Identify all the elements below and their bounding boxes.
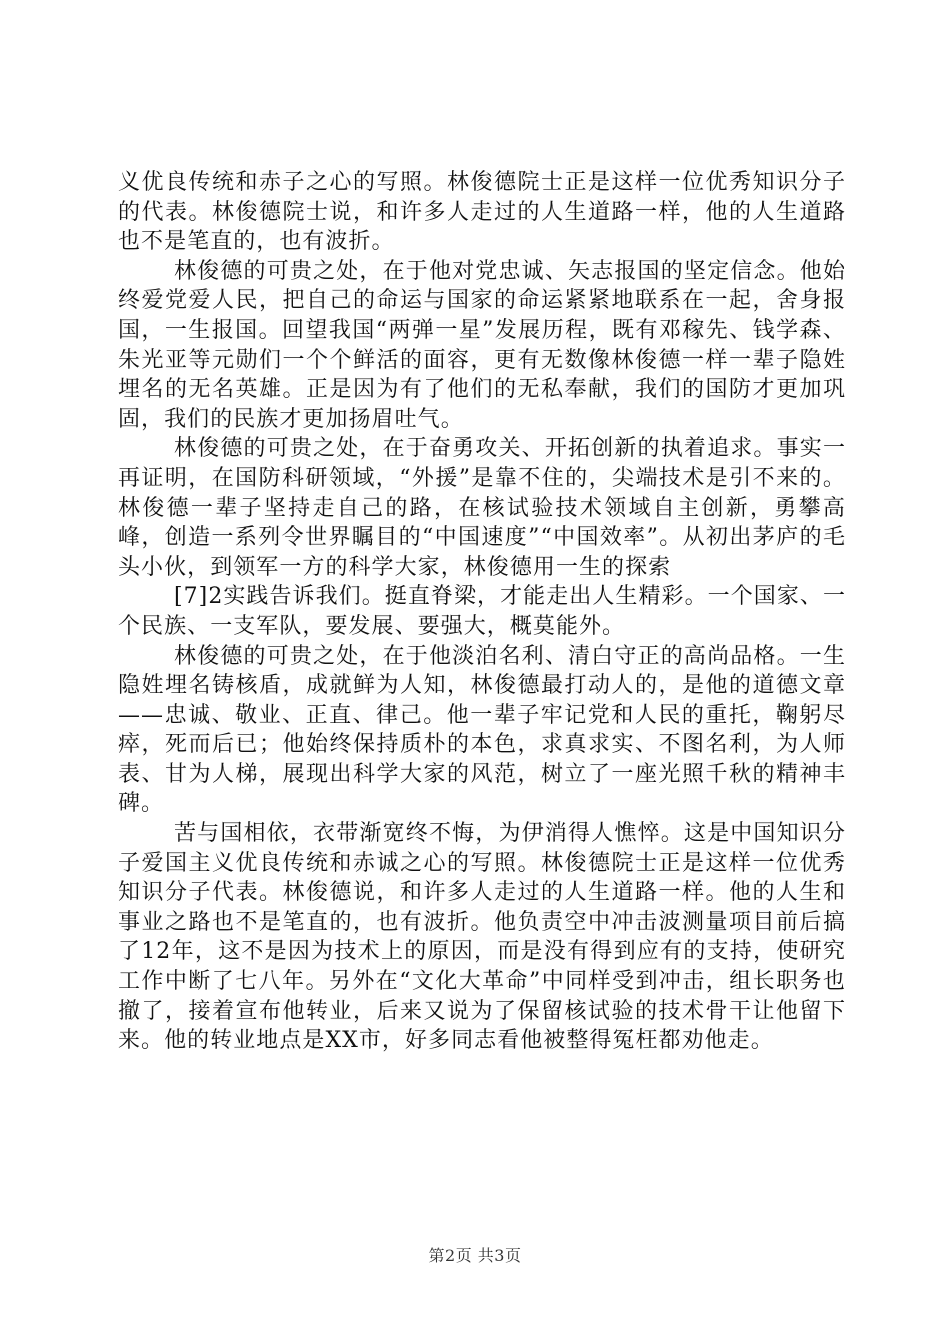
paragraph: 林俊德的可贵之处，在于奋勇攻关、开拓创新的执着追求。事实一再证明，在国防科研领域，“外援”是靠不住的，尖端技术是引不来的。林俊德一辈子坚持走自己的路，在核试验技术领域自主创新，勇攀高峰，创造一系列令世界瞩目的“中国速度”“中国效率”。从初出茅庐的毛头小伙，到领军一方的科学大家，林俊德用一生的探索 xyxy=(118,436,846,580)
paragraph: 义优良传统和赤子之心的写照。林俊德院士正是这样一位优秀知识分子的代表。林俊德院士说，和许多人走过的人生道路一样，他的人生道路也不是笔直的，也有波折。 xyxy=(118,170,846,255)
page-footer: 第2页 共3页 xyxy=(428,1246,522,1265)
paragraph: 林俊德的可贵之处，在于他对党忠诚、矢志报国的坚定信念。他始终爱党爱人民，把自己的命运与国家的命运紧紧地联系在一起，舍身报国，一生报国。回望我国“两弹一星”发展历程，既有邓稼先、钱学森、朱光亚等元勋们一个个鲜活的面容，更有无数像林俊德一样一辈子隐姓埋名的无名英雄。正是因为有了他们的无私奉献，我们的国防才更加巩固，我们的民族才更加扬眉吐气。 xyxy=(118,258,846,432)
paragraph: 林俊德的可贵之处，在于他淡泊名利、清白守正的高尚品格。一生隐姓埋名铸核盾，成就鲜为人知，林俊德最打动人的，是他的道德文章——忠诚、敬业、正直、律己。他一辈子牢记党和人民的重托，鞠躬尽瘁，死而后已；他始终保持质朴的本色，求真求实、不图名利，为人师表、甘为人梯，展现出科学大家的风范，树立了一座光照千秋的精神丰碑。 xyxy=(118,643,846,817)
document-body xyxy=(118,168,846,1056)
paragraph: [7]2实践告诉我们。挺直脊梁，才能走出人生精彩。一个国家、一个民族、一支军队，要发展、要强大，概莫能外。 xyxy=(118,584,846,639)
paragraph: 苦与国相依，衣带渐宽终不悔，为伊消得人憔悴。这是中国知识分子爱国主义优良传统和赤诚之心的写照。林俊德院士正是这样一位优秀知识分子代表。林俊德说，和许多人走过的人生道路一样。他的人生和事业之路也不是笔直的，也有波折。他负责空中冲击波测量项目前后搞了12年，这不是因为技术上的原因，而是没有得到应有的支持，使研究工作中断了七八年。另外在“文化大革命”中同样受到冲击，组长职务也撤了，接着宣布他转业，后来又说为了保留核试验的技术骨干让他留下来。他的转业地点是XX市，好多同志看他被整得冤枉都劝他走。 xyxy=(118,821,846,1054)
